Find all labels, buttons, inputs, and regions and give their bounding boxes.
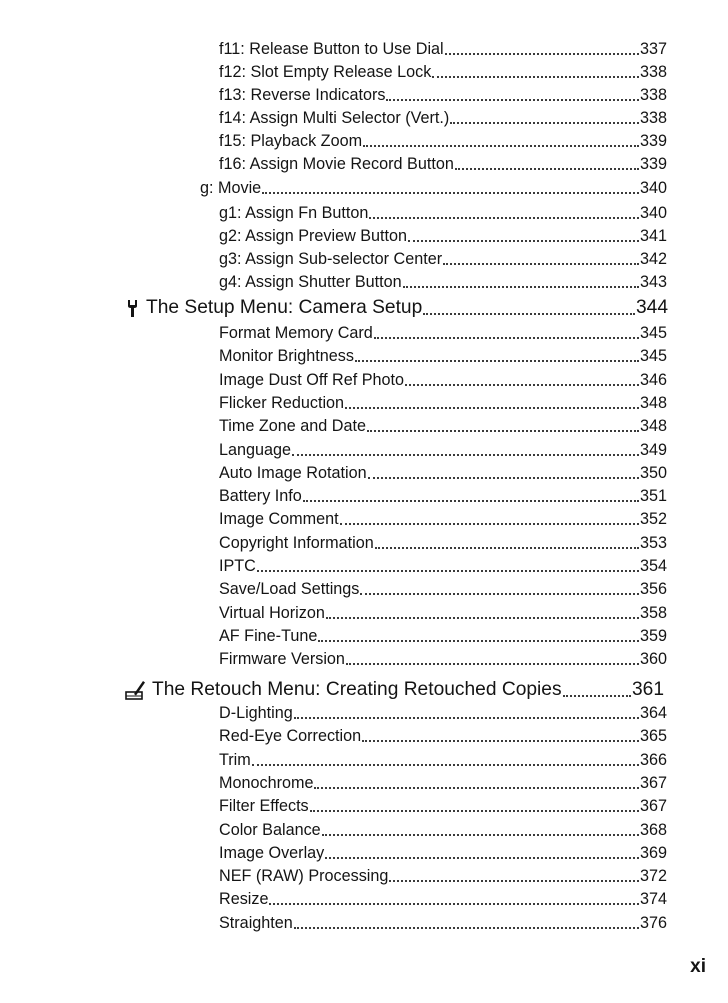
toc-entry [219, 153, 667, 175]
toc-entry [219, 369, 667, 391]
dot-leader [322, 834, 639, 836]
toc-entry-label: f13: Reverse Indicators [219, 86, 386, 104]
toc-entry-page: 339 [639, 155, 667, 173]
dot-leader [563, 695, 631, 697]
toc-entry-label: Time Zone and Date [219, 417, 366, 436]
toc-entry-page: 337 [639, 40, 667, 58]
toc-section-heading-retouch [124, 677, 664, 703]
dot-leader [325, 857, 639, 859]
toc-entry-page: 340 [639, 204, 667, 222]
dot-leader [362, 740, 639, 742]
toc-entry [219, 508, 667, 530]
section-page: 344 [635, 297, 668, 318]
toc-entry-label: D-Lighting [219, 704, 293, 722]
dot-leader [386, 99, 639, 101]
toc-entry-label: f15: Playback Zoom [219, 132, 363, 150]
toc-entry-page: 354 [639, 557, 667, 575]
toc-entry-label: Save/Load Settings [219, 580, 360, 599]
toc-entry-page: 364 [639, 704, 667, 722]
dot-leader [405, 384, 639, 386]
toc-entry-page: 358 [639, 603, 667, 622]
toc-entry [219, 749, 667, 771]
toc-entry-label: Firmware Version [219, 650, 345, 669]
toc-entry-page: 366 [639, 750, 667, 769]
dot-leader [355, 360, 639, 362]
dot-leader [294, 927, 639, 929]
toc-entry [219, 271, 667, 293]
dot-leader [432, 76, 639, 78]
toc-entry-label: AF Fine-Tune [219, 626, 318, 645]
toc-entry-page: 342 [639, 250, 667, 268]
toc-entry-page: 348 [639, 393, 667, 412]
toc-entry-page: 369 [639, 843, 667, 862]
toc-entry-page: 368 [639, 820, 667, 839]
toc-entry-page: 353 [639, 533, 667, 552]
toc-entry [219, 345, 667, 367]
toc-entry-page: 365 [639, 727, 667, 746]
toc-entry-label: g1: Assign Fn Button [219, 204, 369, 222]
dot-leader [368, 477, 639, 479]
toc-entry [219, 532, 667, 554]
dot-leader [303, 500, 639, 502]
toc-entry-label: f12: Slot Empty Release Lock [219, 63, 432, 81]
dot-leader [363, 145, 639, 147]
dot-leader [374, 337, 639, 339]
toc-entry-page: 367 [639, 797, 667, 816]
dot-leader [292, 454, 639, 456]
toc-entry-page: 345 [639, 347, 667, 366]
toc-entry-label: IPTC [219, 557, 256, 575]
dot-leader [423, 313, 635, 315]
dot-leader [314, 787, 639, 789]
toc-entry-page: 346 [639, 370, 667, 389]
toc-entry-label: f16: Assign Movie Record Button [219, 155, 454, 173]
toc-entry-label: Auto Image Rotation [219, 463, 367, 482]
dot-leader [408, 240, 639, 242]
toc-entry [219, 248, 667, 270]
toc-entry [219, 702, 667, 724]
toc-entry-label: Monochrome [219, 773, 314, 792]
toc-entry [219, 202, 667, 224]
dot-leader [369, 217, 639, 219]
toc-entry-page: 350 [639, 463, 667, 482]
dot-leader [443, 263, 639, 265]
toc-entry-label: Trim [219, 750, 251, 769]
dot-leader [345, 407, 639, 409]
toc-entry [219, 415, 667, 437]
dot-leader [367, 430, 639, 432]
dot-leader [269, 903, 639, 905]
toc-entry [219, 725, 667, 747]
toc-entry-label: Image Dust Off Ref Photo [219, 370, 405, 389]
toc-entry-page: 372 [639, 867, 667, 886]
wrench-icon [124, 297, 144, 319]
dot-leader [346, 663, 639, 665]
section-title: The Retouch Menu: Creating Retouched Copies [152, 679, 562, 700]
toc-entry [219, 84, 667, 106]
toc-entry-label: NEF (RAW) Processing [219, 867, 389, 886]
toc-entry-label: Virtual Horizon [219, 603, 325, 622]
page-number: xi [690, 956, 706, 977]
toc-entry [219, 648, 667, 670]
toc-entry-label: Resize [219, 890, 269, 909]
dot-leader [375, 547, 639, 549]
toc-entry-page: 352 [639, 510, 667, 529]
toc-entry [219, 107, 667, 129]
toc-section-heading-setup [124, 295, 668, 321]
dot-leader [262, 192, 639, 194]
toc-entry [219, 555, 667, 577]
toc-entry [219, 865, 667, 887]
retouch-brush-icon [124, 679, 150, 701]
toc-entry-page: 374 [639, 890, 667, 909]
toc-group-label: g: Movie [200, 179, 262, 197]
toc-entry [219, 392, 667, 414]
dot-leader [403, 286, 639, 288]
toc-entry-page: 341 [639, 227, 667, 245]
toc-entry-label: f14: Assign Multi Selector (Vert.) [219, 109, 450, 127]
toc-entry-label: Red-Eye Correction [219, 727, 362, 746]
toc-entry-page: 343 [639, 273, 667, 291]
toc-entry [219, 130, 667, 152]
section-title: The Setup Menu: Camera Setup [146, 297, 423, 318]
section-page: 361 [631, 679, 664, 700]
dot-leader [326, 617, 639, 619]
toc-group-page: 340 [639, 179, 667, 197]
toc-entry [219, 38, 667, 60]
toc-entry-label: Monitor Brightness [219, 347, 354, 366]
dot-leader [445, 53, 639, 55]
toc-entry [219, 462, 667, 484]
toc-entry-page: 360 [639, 650, 667, 669]
toc-entry [219, 819, 667, 841]
toc-entry-page: 376 [639, 913, 667, 932]
toc-entry-label: Battery Info [219, 487, 302, 506]
toc-entry [219, 772, 667, 794]
toc-entry [219, 225, 667, 247]
toc-entry-label: Language [219, 440, 292, 459]
dot-leader [455, 168, 639, 170]
toc-entry-label: Flicker Reduction [219, 393, 345, 412]
toc-entry-label: Straighten [219, 913, 293, 932]
toc-entry-label: Filter Effects [219, 797, 309, 816]
toc-entry-label: Image Comment [219, 510, 339, 529]
toc-entry-page: 356 [639, 580, 667, 599]
toc-entry-page: 349 [639, 440, 667, 459]
toc-entry [219, 912, 667, 934]
toc-entry-page: 359 [639, 626, 667, 645]
toc-entry-label: g2: Assign Preview Button [219, 227, 408, 245]
toc-entry-page: 338 [639, 63, 667, 81]
toc-entry-label: Image Overlay [219, 843, 325, 862]
dot-leader [294, 717, 639, 719]
dot-leader [360, 593, 639, 595]
dot-leader [389, 880, 639, 882]
toc-entry-page: 345 [639, 324, 667, 342]
dot-leader [318, 640, 639, 642]
toc-group-entry [200, 177, 667, 199]
toc-entry-page: 351 [639, 487, 667, 506]
toc-entry-label: g3: Assign Sub-selector Center [219, 250, 443, 268]
toc-entry-page: 338 [639, 86, 667, 104]
toc-entry-label: Format Memory Card [219, 324, 373, 342]
toc-entry-label: Copyright Information [219, 533, 374, 552]
toc-entry-label: f11: Release Button to Use Dial [219, 40, 444, 58]
toc-entry [219, 602, 667, 624]
toc-entry-label: Color Balance [219, 820, 321, 839]
toc-entry [219, 485, 667, 507]
dot-leader [257, 570, 639, 572]
toc-entry [219, 322, 667, 344]
dot-leader [340, 523, 639, 525]
toc-entry [219, 842, 667, 864]
toc-entry [219, 888, 667, 910]
toc-entry [219, 625, 667, 647]
dot-leader [252, 764, 639, 766]
toc-entry [219, 795, 667, 817]
toc-entry-page: 339 [639, 132, 667, 150]
dot-leader [310, 810, 639, 812]
dot-leader [450, 122, 639, 124]
toc-entry-page: 338 [639, 109, 667, 127]
toc-entry-page: 367 [639, 773, 667, 792]
toc-entry-label: g4: Assign Shutter Button [219, 273, 402, 291]
toc-entry [219, 61, 667, 83]
toc-entry [219, 439, 667, 461]
toc-entry-page: 348 [639, 417, 667, 436]
toc-entry [219, 578, 667, 600]
